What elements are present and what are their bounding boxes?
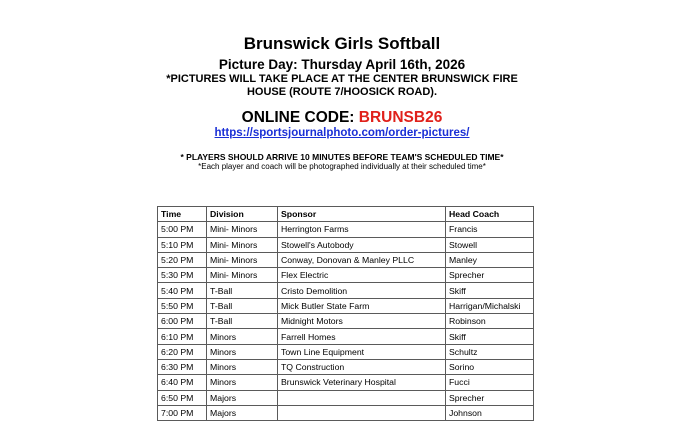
cell-sponsor: Conway, Donovan & Manley PLLC	[278, 252, 446, 267]
page-title: Brunswick Girls Softball	[243, 34, 441, 53]
schedule-body	[158, 222, 534, 421]
schedule-table	[157, 206, 534, 421]
cell-head-coach: Robinson	[446, 314, 534, 329]
cell-head-coach: Manley	[446, 252, 534, 267]
location-line-2: HOUSE (ROUTE 7/HOOSICK ROAD).	[246, 86, 438, 98]
location-line-1: *PICTURES WILL TAKE PLACE AT THE CENTER BRUNSWICK FIRE	[166, 73, 518, 85]
cell-division: Minors	[207, 344, 278, 359]
cell-time: 5:40 PM	[158, 283, 207, 298]
cell-time: 6:40 PM	[158, 375, 207, 390]
cell-time: 6:00 PM	[158, 314, 207, 329]
cell-division: Majors	[207, 405, 278, 420]
cell-division: Minors	[207, 375, 278, 390]
cell-time: 5:30 PM	[158, 268, 207, 283]
cell-sponsor: Brunswick Veterinary Hospital	[278, 375, 446, 390]
cell-division: Mini- Minors	[207, 237, 278, 252]
cell-head-coach: Francis	[446, 222, 534, 237]
cell-division: T-Ball	[207, 298, 278, 313]
cell-sponsor: Farrell Homes	[278, 329, 446, 344]
cell-division: Minors	[207, 359, 278, 374]
cell-time: 6:10 PM	[158, 329, 207, 344]
cell-sponsor: Town Line Equipment	[278, 344, 446, 359]
cell-time: 5:00 PM	[158, 222, 207, 237]
cell-head-coach: Fucci	[446, 375, 534, 390]
cell-sponsor: TQ Construction	[278, 359, 446, 374]
cell-head-coach: Stowell	[446, 237, 534, 252]
table-row	[158, 344, 534, 359]
table-row	[158, 222, 534, 237]
online-code	[0, 109, 684, 127]
cell-sponsor: Stowell's Autobody	[278, 237, 446, 252]
cell-head-coach: Schultz	[446, 344, 534, 359]
cell-time: 6:20 PM	[158, 344, 207, 359]
cell-head-coach: Sorino	[446, 359, 534, 374]
table-row	[158, 283, 534, 298]
cell-head-coach: Sprecher	[446, 390, 534, 405]
cell-time: 6:30 PM	[158, 359, 207, 374]
table-row	[158, 314, 534, 329]
cell-time: 7:00 PM	[158, 405, 207, 420]
cell-sponsor	[278, 405, 446, 420]
cell-division: T-Ball	[207, 314, 278, 329]
cell-sponsor: Herrington Farms	[278, 222, 446, 237]
cell-division: Mini- Minors	[207, 222, 278, 237]
arrival-note: * PLAYERS SHOULD ARRIVE 10 MINUTES BEFORE TEAM'S SCHEDULED TIME*	[180, 152, 504, 162]
table-row	[158, 329, 534, 344]
table-row	[158, 252, 534, 267]
cell-time: 5:10 PM	[158, 237, 207, 252]
order-link-row	[0, 127, 684, 139]
cell-sponsor: Cristo Demolition	[278, 283, 446, 298]
cell-division: T-Ball	[207, 283, 278, 298]
header-time: Time	[158, 207, 207, 222]
header-sponsor: Sponsor	[278, 207, 446, 222]
cell-sponsor	[278, 390, 446, 405]
cell-head-coach: Skiff	[446, 329, 534, 344]
cell-time: 5:20 PM	[158, 252, 207, 267]
table-row	[158, 359, 534, 374]
cell-division: Mini- Minors	[207, 268, 278, 283]
table-row	[158, 390, 534, 405]
table-row	[158, 237, 534, 252]
cell-head-coach: Harrigan/Michalski	[446, 298, 534, 313]
cell-division: Mini- Minors	[207, 252, 278, 267]
cell-division: Majors	[207, 390, 278, 405]
picture-day-heading: Picture Day: Thursday April 16th, 2026	[218, 57, 466, 72]
online-code-value: BRUNSB26	[358, 109, 443, 126]
cell-division: Minors	[207, 329, 278, 344]
header-division: Division	[207, 207, 278, 222]
table-row	[158, 405, 534, 420]
cell-sponsor: Midnight Motors	[278, 314, 446, 329]
photographed-note: *Each player and coach will be photographed individually at their scheduled time*	[198, 162, 486, 171]
cell-head-coach: Johnson	[446, 405, 534, 420]
table-header-row	[158, 207, 534, 222]
cell-time: 6:50 PM	[158, 390, 207, 405]
table-row	[158, 268, 534, 283]
order-pictures-link[interactable]: https://sportsjournalphoto.com/order-pictures/	[214, 127, 470, 139]
cell-head-coach: Skiff	[446, 283, 534, 298]
table-row	[158, 375, 534, 390]
cell-sponsor: Flex Electric	[278, 268, 446, 283]
cell-sponsor: Mick Butler State Farm	[278, 298, 446, 313]
header-head-coach: Head Coach	[446, 207, 534, 222]
cell-time: 5:50 PM	[158, 298, 207, 313]
cell-head-coach: Sprecher	[446, 268, 534, 283]
table-row	[158, 298, 534, 313]
online-code-label: ONLINE CODE:	[241, 109, 355, 126]
